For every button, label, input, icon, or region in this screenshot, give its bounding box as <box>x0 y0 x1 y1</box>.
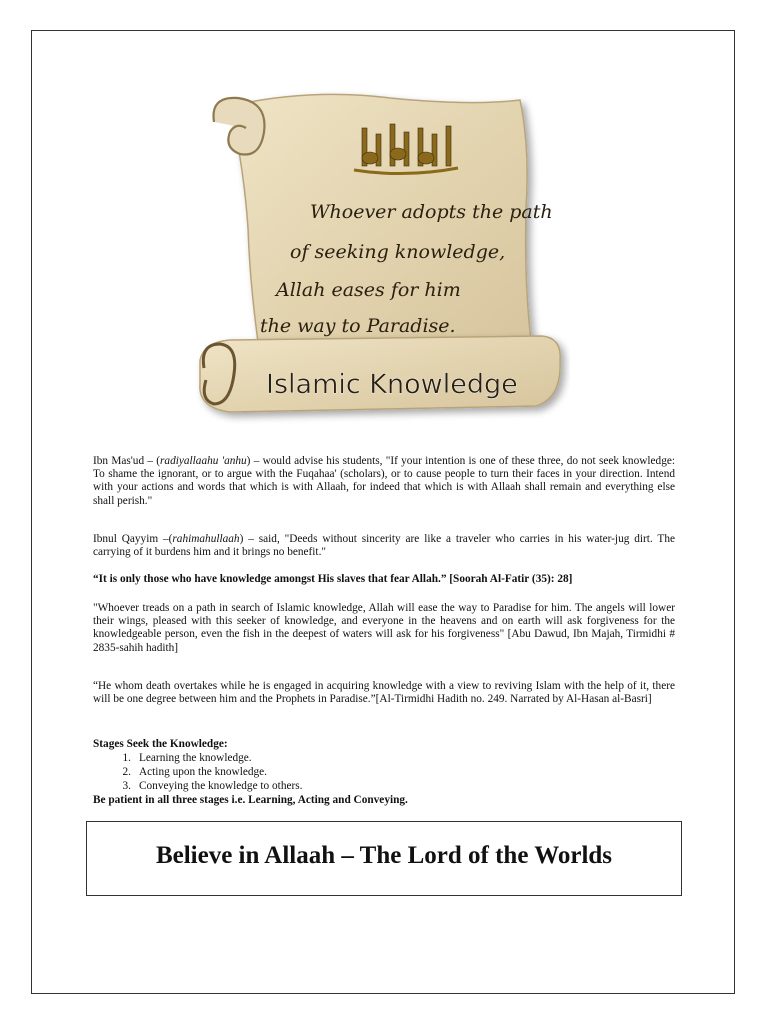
stages-list <box>93 752 302 793</box>
banner-title: Islamic Knowledge <box>266 369 518 400</box>
list-item: 2. Acting upon the knowledge. <box>122 765 268 778</box>
script-line-3: Allah eases for him <box>276 279 461 301</box>
script-line-1: Whoever adopts the path <box>310 201 553 223</box>
paragraph-hadith-path: "Whoever treads on a path in search of Islamic knowledge, Allah will ease the way to Paradise for him. The angels will lower their wings, pleased with this seeker of knowledge, and everyone in the heavens and on earth will ask forgiveness for the knowledgeable person, even the fish in the deepest of waters will ask for his forgiveness" [Abu Dawud, Ibn Majah, Tirmidhi # 2835-sahih hadith] <box>93 602 675 654</box>
patient-note: Be patient in all three stages i.e. Learning, Acting and Conveying. <box>93 794 408 806</box>
callout-box <box>86 821 682 896</box>
paragraph-ibnul-qayyim: Ibnul Qayyim –(rahimahullaah) – said, "Deeds without sincerity are like a traveler who carries in his water-jug dirt. The carrying of it burdens him and it brings no benefit." <box>93 533 675 559</box>
stages-title: Stages Seek the Knowledge: <box>93 738 228 750</box>
script-line-2: of seeking knowledge, <box>290 241 506 263</box>
islamic-knowledge-scroll-image <box>190 88 570 428</box>
list-item: 3. Conveying the knowledge to others. <box>122 779 303 792</box>
callout-text: Believe in Allaah – The Lord of the Worlds <box>155 841 613 869</box>
paragraph-hadith-death: “He whom death overtakes while he is engaged in acquiring knowledge with a view to reviving Islam with the help of it, there will be one degree between him and the Prophets in Paradise.”[Al-Tirmidhi Hadith no. 249. Narrated by Al-Hasan al-Basri] <box>93 680 675 706</box>
paragraph-ibn-masud: Ibn Mas'ud – (radiyallaahu 'anhu) – would advise his students, "If your intention is one of these three, do not seek knowledge: To shame the ignorant, or to argue with the Fuqahaa' (scholars), or to cause people to turn their faces in your direction. Intend with your actions and words that which is with Allaah, for indeed that which is with Allaah shall remain and everything else shall perish." <box>93 455 675 507</box>
list-item: 1. Learning the knowledge. <box>122 752 252 764</box>
script-line-4: the way to Paradise. <box>260 315 456 337</box>
quran-quote: “It is only those who have knowledge amongst His slaves that fear Allah.” [Soorah Al-Fatir (35): 28] <box>93 573 573 585</box>
